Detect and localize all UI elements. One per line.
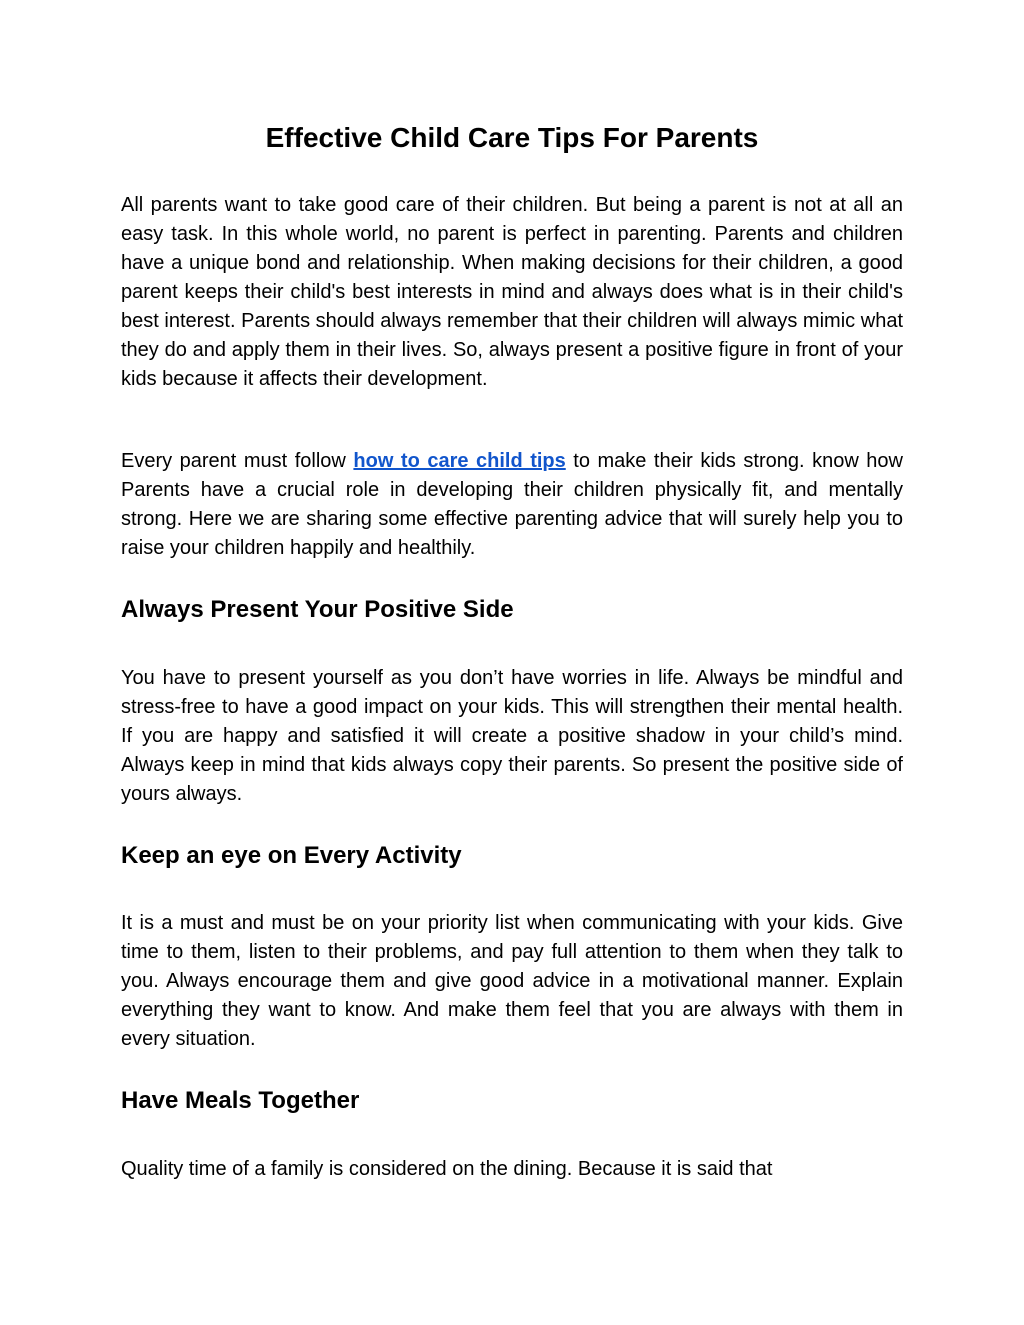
- section-heading-positive-side: Always Present Your Positive Side: [121, 596, 514, 623]
- link-paragraph-rest: to make their kids strong. know how Parents have a crucial role in developing their children physically fit, and mentally strong. Here we are sharing some effective parenting advice that will surely help you to raise your children happily and healthily.: [121, 450, 903, 559]
- section-heading-every-activity: Keep an eye on Every Activity: [121, 842, 462, 869]
- section-body-meals-together: Quality time of a family is considered on the dining. Because it is said that: [121, 1158, 773, 1180]
- intro-paragraph: All parents want to take good care of their children. But being a parent is not at all an easy task. In this whole world, no parent is perfect in parenting. Parents and children have a unique bond and relationship. When making decisions for their children, a good parent keeps their child's best interests in mind and always does what is in their child's best interest. Parents should always remember that their children will always mimic what they do and apply them in their lives. So, always present a positive figure in front of your kids because it affects their development.: [121, 194, 903, 390]
- link-paragraph: [121, 447, 903, 563]
- care-child-tips-link[interactable]: how to care child tips: [353, 450, 566, 472]
- section-body-positive-side: You have to present yourself as you don’t have worries in life. Always be mindful and stress-free to have a good impact on your kids. This will strengthen their mental health. If you are happy and satisfied it will create a positive shadow in your child’s mind. Always keep in mind that kids always copy their parents. So present the positive side of yours always.: [121, 667, 903, 805]
- document-title: Effective Child Care Tips For Parents: [265, 122, 759, 153]
- link-paragraph-lead: Every parent must follow: [121, 450, 354, 472]
- section-body-every-activity: It is a must and must be on your priority list when communicating with your kids. Give time to them, listen to their problems, and pay full attention to them when they talk to you. Always encourage them and give good advice in a motivational manner. Explain everything they want to know. And make them feel that you are always with them in every situation.: [121, 912, 903, 1050]
- section-heading-meals-together: Have Meals Together: [121, 1087, 360, 1114]
